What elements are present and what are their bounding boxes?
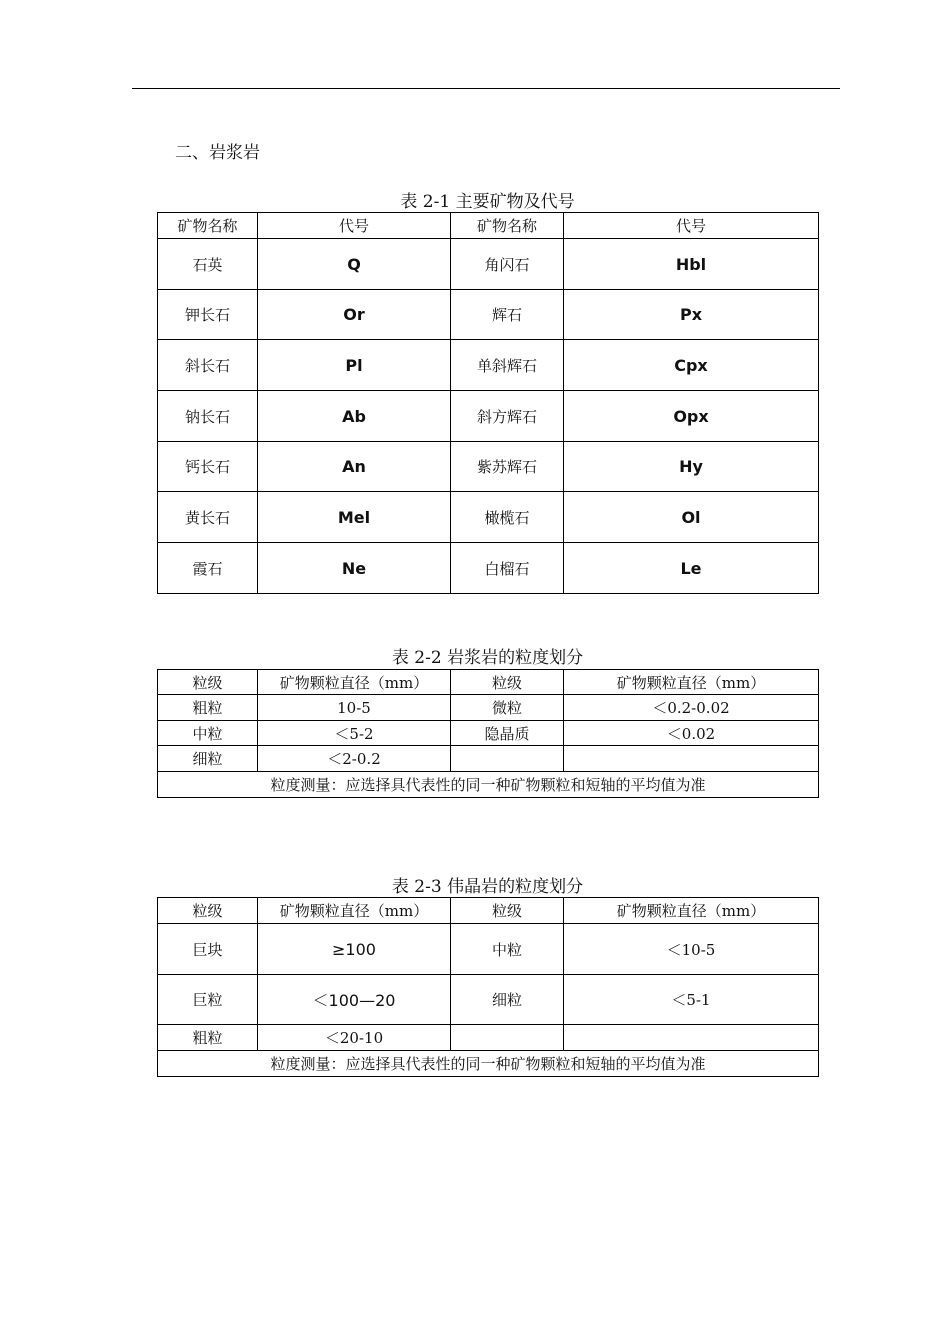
table1-caption: 表 2-1 主要矿物及代号 — [400, 192, 575, 212]
table-row — [158, 239, 819, 290]
table-row — [158, 492, 819, 543]
grain-diameter: ＜5-2 — [258, 721, 451, 746]
header-rule — [132, 88, 840, 89]
table2-caption: 表 2-2 岩浆岩的粒度划分 — [391, 648, 584, 668]
mineral-code: Opx — [564, 391, 819, 442]
header-cell: 粒级 — [451, 898, 564, 924]
mineral-code: Q — [258, 239, 451, 290]
mineral-name: 黄长石 — [158, 492, 258, 543]
measurement-note: 粒度测量：应选择具代表性的同一种矿物颗粒和短轴的平均值为准 — [158, 772, 819, 798]
measurement-note: 粒度测量：应选择具代表性的同一种矿物颗粒和短轴的平均值为准 — [158, 1051, 819, 1077]
grain-class: 微粒 — [451, 695, 564, 721]
table-header-row — [158, 898, 819, 924]
table-row — [158, 975, 819, 1025]
mineral-code: Ab — [258, 391, 451, 442]
mineral-code: An — [258, 442, 451, 492]
table-row — [158, 721, 819, 746]
header-cell: 矿物颗粒直径（mm） — [564, 898, 819, 924]
header-cell: 代号 — [258, 213, 451, 239]
header-cell: 矿物名称 — [158, 213, 258, 239]
mineral-name: 辉石 — [451, 290, 564, 340]
mineral-code: Pl — [258, 340, 451, 391]
mineral-code: Or — [258, 290, 451, 340]
grain-diameter — [564, 1025, 819, 1051]
mineral-code: Cpx — [564, 340, 819, 391]
mineral-code: Ne — [258, 543, 451, 594]
mineral-name: 白榴石 — [451, 543, 564, 594]
table-row — [158, 290, 819, 340]
grain-class: 巨粒 — [158, 975, 258, 1025]
grain-diameter — [564, 746, 819, 772]
magmatic-grain-size-table — [157, 669, 819, 798]
grain-class — [451, 746, 564, 772]
mineral-code: Le — [564, 543, 819, 594]
header-cell: 代号 — [564, 213, 819, 239]
table-header-row — [158, 670, 819, 695]
header-cell: 粒级 — [158, 670, 258, 695]
mineral-code: Mel — [258, 492, 451, 543]
mineral-code: Hy — [564, 442, 819, 492]
mineral-name: 角闪石 — [451, 239, 564, 290]
grain-class: 中粒 — [158, 721, 258, 746]
mineral-name: 霞石 — [158, 543, 258, 594]
table-header-row — [158, 213, 819, 239]
grain-diameter: ＜10-5 — [564, 924, 819, 975]
table-row — [158, 924, 819, 975]
mineral-name: 紫苏辉石 — [451, 442, 564, 492]
mineral-name: 石英 — [158, 239, 258, 290]
grain-diameter: 10-5 — [258, 695, 451, 721]
table-note-row — [158, 1051, 819, 1077]
grain-class: 粗粒 — [158, 1025, 258, 1051]
grain-class: 细粒 — [158, 746, 258, 772]
mineral-name: 橄榄石 — [451, 492, 564, 543]
grain-class: 巨块 — [158, 924, 258, 975]
header-cell: 矿物颗粒直径（mm） — [564, 670, 819, 695]
table-row — [158, 543, 819, 594]
grain-diameter: ≥100 — [258, 924, 451, 975]
grain-diameter: ＜20-10 — [258, 1025, 451, 1051]
header-cell: 粒级 — [451, 670, 564, 695]
grain-class: 粗粒 — [158, 695, 258, 721]
header-cell: 粒级 — [158, 898, 258, 924]
table-row — [158, 391, 819, 442]
header-cell: 矿物名称 — [451, 213, 564, 239]
mineral-code: Hbl — [564, 239, 819, 290]
grain-class — [451, 1025, 564, 1051]
minerals-table — [157, 212, 819, 594]
mineral-name: 斜长石 — [158, 340, 258, 391]
grain-class: 中粒 — [451, 924, 564, 975]
table-note-row — [158, 772, 819, 798]
mineral-name: 钠长石 — [158, 391, 258, 442]
header-cell: 矿物颗粒直径（mm） — [258, 898, 451, 924]
grain-diameter: ＜2-0.2 — [258, 746, 451, 772]
grain-diameter: ＜5-1 — [564, 975, 819, 1025]
grain-diameter: ＜0.02 — [564, 721, 819, 746]
table-row — [158, 1025, 819, 1051]
table-row — [158, 442, 819, 492]
mineral-name: 斜方辉石 — [451, 391, 564, 442]
table3-caption: 表 2-3 伟晶岩的粒度划分 — [391, 877, 584, 897]
mineral-name: 单斜辉石 — [451, 340, 564, 391]
grain-diameter: ＜100—20 — [258, 975, 451, 1025]
header-cell: 矿物颗粒直径（mm） — [258, 670, 451, 695]
mineral-name: 钙长石 — [158, 442, 258, 492]
section-heading: 二、岩浆岩 — [175, 143, 260, 163]
mineral-code: Px — [564, 290, 819, 340]
table-row — [158, 695, 819, 721]
pegmatite-grain-size-table — [157, 897, 819, 1077]
grain-class: 隐晶质 — [451, 721, 564, 746]
table-row — [158, 340, 819, 391]
grain-diameter: ＜0.2-0.02 — [564, 695, 819, 721]
table-row — [158, 746, 819, 772]
mineral-code: Ol — [564, 492, 819, 543]
grain-class: 细粒 — [451, 975, 564, 1025]
mineral-name: 钾长石 — [158, 290, 258, 340]
